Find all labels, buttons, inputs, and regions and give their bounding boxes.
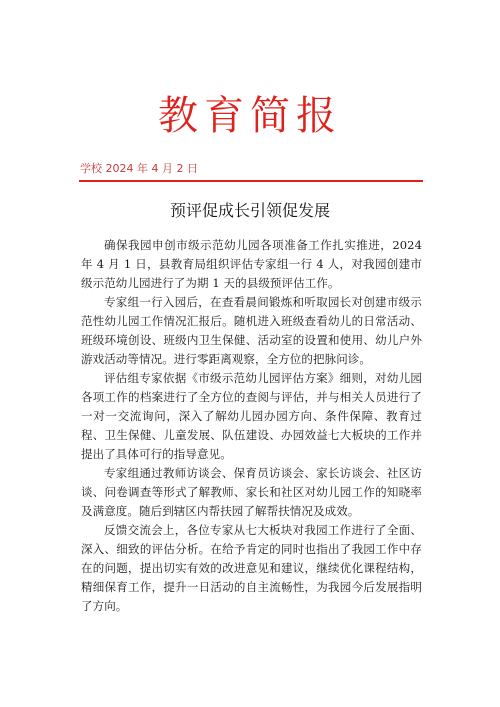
paragraph: 评估组专家依据《市级示范幼儿园评估方案》细则，对幼儿园各项工作的档案进行了全方位的查阅与评估，并与相关人员进行了一对一交流询问，深入了解幼儿园办园方向、条件保障、教育过程、卫生保健、儿童发展、队伍建设、办园效益七大板块的工作并提出了具体可行的指导意见。 [81, 371, 422, 461]
paragraph: 反馈交流会上，各位专家从七大板块对我园工作进行了全面、深入、细致的评估分析。在给予肯定的同时也指出了我园工作中存在的问题，提出切实有效的改进意见和建议，继续优化课程结构，精细保育工作，提升一日活动的自主流畅性，为我园今后发展指明了方向。 [81, 523, 422, 613]
red-divider-line [79, 180, 423, 182]
paragraph: 专家组一行入园后，在查看晨间锻炼和听取园长对创建市级示范性幼儿园工作情况汇报后。随机进入班级查看幼儿的日常活动、班级环境创设、班级内卫生保健、活动室的设置和使用、幼儿户外游戏活动等情况。进行零距离观察，全方位的把脉问诊。 [81, 295, 422, 366]
dateline: 学校 2024 年 4 月 2 日 [80, 162, 198, 175]
article-body [81, 236, 422, 616]
paragraph: 确保我园申创市级示范幼儿园各项准备工作扎实推进，2024 年 4 月 1 日，县教育局组织评估专家组一行 4 人，对我园创建市级示范幼儿园进行了为期 1 天的县级预评估工作。 [81, 238, 422, 290]
article-headline: 预评促成长引领促发展 [169, 201, 330, 220]
masthead-title: 教育简报 [158, 93, 342, 139]
paragraph: 专家组通过教师访谈会、保育员访谈会、家长访谈会、社区访谈、问卷调查等形式了解教师、家长和社区对幼儿园工作的知晓率及满意度。随后到辖区内帮扶园了解帮扶情况及成效。 [81, 466, 422, 518]
